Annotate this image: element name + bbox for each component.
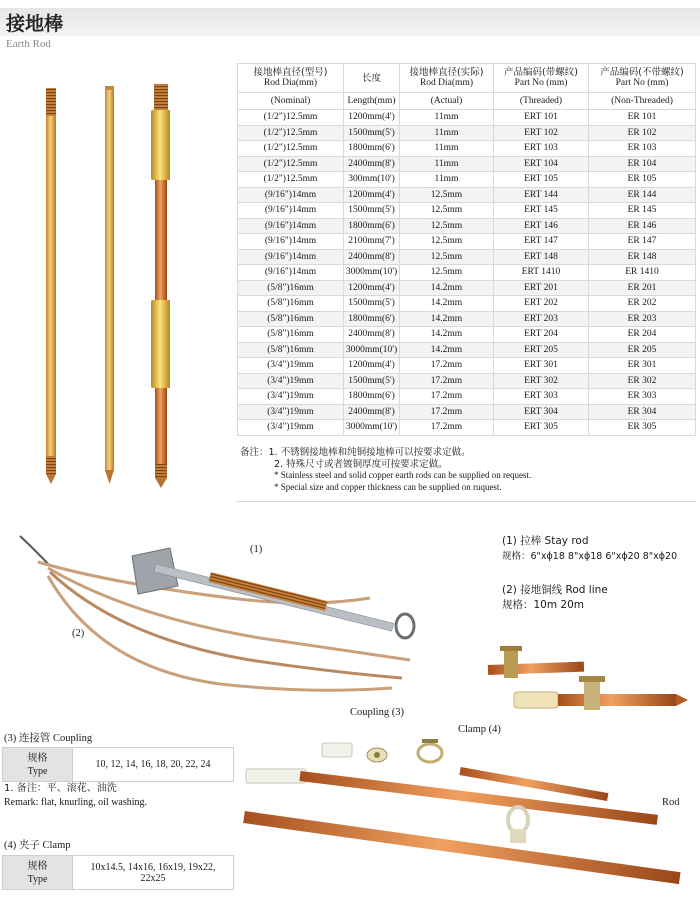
table-row [238,389,696,405]
coupling-spec-table [2,747,234,782]
notes [240,447,531,493]
cell-length: 1200mm(4') [344,280,400,296]
coupling-clamp-rod-illustration [240,725,695,900]
cell-part-threaded: ERT 302 [494,373,589,389]
clamp-spec-table [2,855,234,890]
cell-nominal-dia: (3/4")19mm [238,373,344,389]
cell-part-non-threaded: ER 202 [589,296,696,312]
cell-length: 1500mm(5') [344,203,400,219]
cell-part-threaded: ERT 201 [494,280,589,296]
rod-line-spec: 规格：10m 20m [502,599,585,611]
cell-part-threaded: ERT 204 [494,327,589,343]
cell-actual-dia: 12.5mm [400,265,494,281]
cell-length: 1800mm(6') [344,311,400,327]
cell-length: 1500mm(5') [344,373,400,389]
table-row [238,156,696,172]
coupling-notes [4,782,147,810]
cell-part-non-threaded: ER 147 [589,234,696,250]
cell-part-non-threaded: ER 145 [589,203,696,219]
cell-actual-dia: 11mm [400,125,494,141]
cell-length: 1500mm(5') [344,125,400,141]
cell-part-non-threaded: ER 101 [589,110,696,126]
cell-part-threaded: ERT 104 [494,156,589,172]
page-title: 接地棒 [6,13,64,35]
cell-nominal-dia: (3/4")19mm [238,404,344,420]
cell-actual-dia: 14.2mm [400,311,494,327]
coupling-type-values: 10, 12, 14, 16, 18, 20, 22, 24 [73,748,234,782]
cell-length: 1200mm(4') [344,110,400,126]
cell-part-threaded: ERT 148 [494,249,589,265]
cell-part-non-threaded: ER 205 [589,342,696,358]
cell-length: 1200mm(4') [344,187,400,203]
stay-rod-info [502,534,677,564]
cell-nominal-dia: (9/16")14mm [238,249,344,265]
cell-actual-dia: 17.2mm [400,420,494,436]
cell-actual-dia: 12.5mm [400,203,494,219]
cell-length: 1500mm(5') [344,296,400,312]
note-line-3: * Stainless steel and solid copper earth rods can be supplied on request. [274,470,532,480]
cell-part-non-threaded: ER 144 [589,187,696,203]
table-row [238,141,696,157]
cell-nominal-dia: (1/2")12.5mm [238,172,344,188]
cell-part-non-threaded: ER 302 [589,373,696,389]
cell-length: 2400mm(8') [344,156,400,172]
sub-header-actual: (Actual) [400,93,494,110]
cell-part-threaded: ERT 101 [494,110,589,126]
cell-nominal-dia: (9/16")14mm [238,234,344,250]
stay-rod-title: (1) 拉棒 Stay rod [502,535,589,547]
table-row [238,373,696,389]
rod-callout: Rod [662,797,680,808]
cell-length: 1800mm(6') [344,141,400,157]
cell-length: 2400mm(8') [344,327,400,343]
cell-nominal-dia: (1/2")12.5mm [238,125,344,141]
cell-actual-dia: 17.2mm [400,373,494,389]
cell-part-threaded: ERT 105 [494,172,589,188]
table-row [238,420,696,436]
cell-actual-dia: 12.5mm [400,218,494,234]
spec-table-body [238,110,696,436]
cell-nominal-dia: (9/16")14mm [238,203,344,219]
table-row [238,265,696,281]
cell-actual-dia: 14.2mm [400,327,494,343]
cell-actual-dia: 11mm [400,141,494,157]
cell-nominal-dia: (3/4")19mm [238,389,344,405]
table-row [238,404,696,420]
cell-part-non-threaded: ER 1410 [589,265,696,281]
rod-threaded-1 [46,88,56,484]
col-header-non-threaded: 产品编码(不带螺纹) Part No (mm) [589,64,696,93]
coupling-note-cn: 1. 备注：平、滚花、油洗 [4,783,117,794]
cell-part-non-threaded: ER 303 [589,389,696,405]
cell-part-threaded: ERT 146 [494,218,589,234]
cell-actual-dia: 12.5mm [400,249,494,265]
cell-length: 3000mm(10') [344,342,400,358]
cell-part-threaded: ERT 203 [494,311,589,327]
stay-rod-illustration [10,528,430,718]
cell-part-threaded: ERT 1410 [494,265,589,281]
cell-nominal-dia: (5/8")16mm [238,296,344,312]
sub-header-nominal: (Nominal) [238,93,344,110]
page-subtitle: Earth Rod [6,38,51,50]
cell-actual-dia: 11mm [400,172,494,188]
cell-actual-dia: 14.2mm [400,342,494,358]
cell-part-non-threaded: ER 103 [589,141,696,157]
cell-nominal-dia: (9/16")14mm [238,187,344,203]
sub-header-threaded: (Threaded) [494,93,589,110]
rod-with-coupling [151,84,170,488]
cell-nominal-dia: (5/8")16mm [238,280,344,296]
cell-part-non-threaded: ER 203 [589,311,696,327]
coupling-note-en: Remark: flat, knurling, oil washing. [4,797,148,808]
cell-nominal-dia: (5/8")16mm [238,342,344,358]
table-row [238,311,696,327]
cell-length: 1800mm(6') [344,218,400,234]
cell-part-threaded: ERT 144 [494,187,589,203]
table-row [238,358,696,374]
table-row [238,280,696,296]
cell-part-threaded: ERT 103 [494,141,589,157]
cell-length: 3000mm(10') [344,265,400,281]
cell-nominal-dia: (5/8")16mm [238,311,344,327]
cell-nominal-dia: (9/16")14mm [238,265,344,281]
sub-header-non-threaded: (Non-Threaded) [589,93,696,110]
note-line-2: 2. 特殊尺寸或者镀铜厚度可按要求定做。 [274,458,448,470]
cell-part-non-threaded: ER 204 [589,327,696,343]
cell-nominal-dia: (9/16")14mm [238,218,344,234]
cell-part-non-threaded: ER 201 [589,280,696,296]
cell-part-threaded: ERT 301 [494,358,589,374]
table-header-row [238,64,696,93]
cell-part-threaded: ERT 147 [494,234,589,250]
earth-rods-illustration [30,80,170,490]
rod-plain [105,86,114,484]
header-bar [0,8,700,36]
cell-length: 2100mm(7') [344,234,400,250]
cell-actual-dia: 11mm [400,156,494,172]
table-row [238,218,696,234]
table-row [238,110,696,126]
cell-nominal-dia: (3/4")19mm [238,358,344,374]
table-subheader-row [238,93,696,110]
cell-actual-dia: 17.2mm [400,389,494,405]
table-row [238,327,696,343]
cell-part-threaded: ERT 303 [494,389,589,405]
coupling-type-header: 规格 Type [3,748,73,782]
cell-part-threaded: ERT 145 [494,203,589,219]
col-header-actual: 接地棒直径(实际) Rod Dia(mm) [400,64,494,93]
table-row [238,125,696,141]
cell-actual-dia: 12.5mm [400,187,494,203]
cell-actual-dia: 17.2mm [400,358,494,374]
cell-nominal-dia: (1/2")12.5mm [238,141,344,157]
clamp-type-values: 10x14.5, 14x16, 16x19, 19x22, 22x25 [73,856,234,890]
stay-rod-spec: 规格：6"xϕ18 8"xϕ18 6"xϕ20 8"xϕ20 [502,551,678,562]
col-header-threaded: 产品编码(带螺纹) Part No (mm) [494,64,589,93]
cell-part-non-threaded: ER 146 [589,218,696,234]
rod-clamp-pictures [478,640,690,720]
col-header-length: 长度 [344,64,400,93]
stay-rod-marker: (1) [250,544,263,555]
cell-length: 1200mm(4') [344,358,400,374]
cell-part-threaded: ERT 205 [494,342,589,358]
rod-line-title: (2) 接地铜线 Rod line [502,584,608,596]
cell-length: 3000mm(10') [344,420,400,436]
cell-part-threaded: ERT 102 [494,125,589,141]
cell-part-non-threaded: ER 301 [589,358,696,374]
cell-nominal-dia: (3/4")19mm [238,420,344,436]
table-row [238,172,696,188]
cell-length: 2400mm(8') [344,249,400,265]
cell-part-non-threaded: ER 102 [589,125,696,141]
col-header-nominal: 接地棒直径(型号) Rod Dia(mm) [238,64,344,93]
cell-length: 2400mm(8') [344,404,400,420]
table-row [238,342,696,358]
table-row [238,203,696,219]
cell-part-non-threaded: ER 148 [589,249,696,265]
rod-line-info [502,583,608,613]
sub-header-length: Length(mm) [344,93,400,110]
clamp-title: (4) 夹子 Clamp [4,840,71,851]
cell-part-non-threaded: ER 304 [589,404,696,420]
cell-actual-dia: 11mm [400,110,494,126]
table-row [238,234,696,250]
cell-actual-dia: 14.2mm [400,296,494,312]
cell-nominal-dia: (1/2")12.5mm [238,110,344,126]
table-row [238,249,696,265]
cell-part-threaded: ERT 304 [494,404,589,420]
table-row [238,187,696,203]
earth-rod-spec-table [237,63,696,436]
cell-actual-dia: 17.2mm [400,404,494,420]
cell-part-threaded: ERT 305 [494,420,589,436]
coupling-title: (3) 连接管 Coupling [4,733,93,744]
cell-part-non-threaded: ER 105 [589,172,696,188]
cell-nominal-dia: (5/8")16mm [238,327,344,343]
cell-part-threaded: ERT 202 [494,296,589,312]
clamp-type-header: 规格 Type [3,856,73,890]
note-line-1: 备注：1. 不锈钢接地棒和纯铜接地棒可以按要求定做。 [240,447,471,458]
cell-actual-dia: 14.2mm [400,280,494,296]
note-line-4: * Special size and copper thickness can be supplied on ruquest. [274,481,502,492]
clamp-callout: Clamp (4) [458,724,501,735]
cell-nominal-dia: (1/2")12.5mm [238,156,344,172]
rod-line-marker: (2) [72,628,85,639]
cell-actual-dia: 12.5mm [400,234,494,250]
cell-length: 300mm(10') [344,172,400,188]
table-row [238,296,696,312]
cell-part-non-threaded: ER 305 [589,420,696,436]
cell-length: 1800mm(6') [344,389,400,405]
cell-part-non-threaded: ER 104 [589,156,696,172]
coupling-callout: Coupling (3) [350,707,404,718]
